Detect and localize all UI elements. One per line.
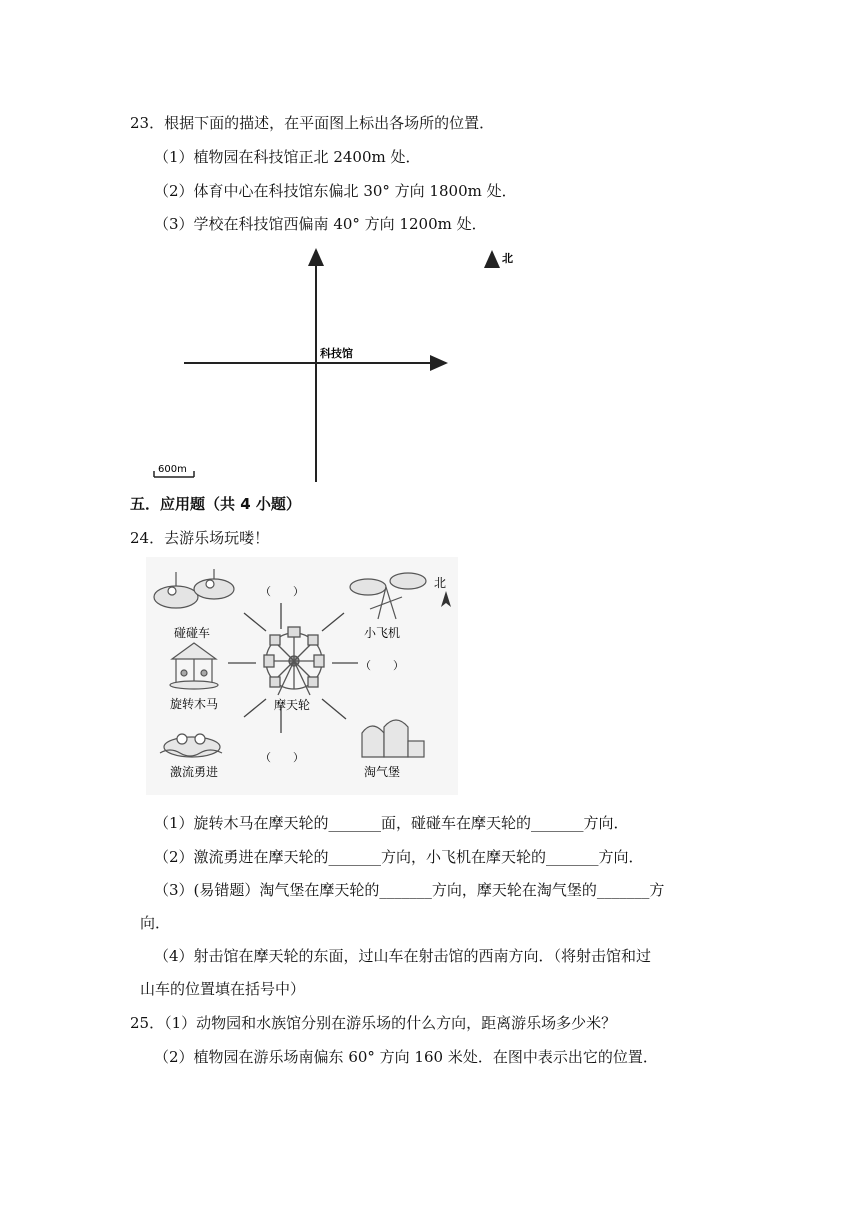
q24-item-3: （3）(易错题）淘气堡在摩天轮的_______方向，摩天轮在淘气堡的_______方 [154, 881, 665, 899]
q24-amusement-park-figure[interactable] [146, 557, 458, 795]
blank-north[interactable]: （ ） [260, 585, 304, 598]
attraction-bumper-cars: 碰碰车 [174, 626, 211, 640]
blank-south[interactable]: （ ） [260, 751, 304, 764]
ferris-wheel-icon [264, 627, 324, 695]
attraction-small-planes: 小飞机 [364, 626, 401, 640]
center-label: 摩天轮 [274, 698, 311, 712]
q23-item-1: （1）植物园在科技馆正北 2400m 处． [154, 148, 421, 166]
north-label: 北 [502, 252, 513, 265]
q25-item-2: （2）植物园在游乐场南偏东 60° 方向 160 米处．在图中表示出它的位置． [154, 1048, 658, 1066]
scale-label: 600m [158, 464, 187, 475]
q23-title: 23．根据下面的描述，在平面图上标出各场所的位置． [130, 114, 495, 132]
q24-item-3-cont: 向． [140, 914, 171, 932]
q24-item-4: （4）射击馆在摩天轮的东面，过山车在射击馆的西南方向．（将射击馆和过 [154, 947, 652, 965]
center-label: 科技馆 [320, 347, 353, 360]
q25-item-1: 25．（1）动物园和水族馆分别在游乐场的什么方向，距离游乐场多少米？ [130, 1014, 617, 1032]
q23-item-2: （2）体育中心在科技馆东偏北 30° 方向 1800m 处． [154, 182, 517, 200]
q23-item-3: （3）学校在科技馆西偏南 40° 方向 1200m 处． [154, 215, 487, 233]
q24-item-1: （1）旋转木马在摩天轮的_______面，碰碰车在摩天轮的_______方向． [154, 814, 629, 832]
q24-title: 24．去游乐场玩喽！ [130, 529, 270, 547]
blank-east[interactable]: （ ） [360, 659, 404, 672]
section-heading: 五．应用题（共 4 小题） [130, 495, 301, 513]
attraction-naughty-castle: 淘气堡 [364, 765, 401, 779]
q24-item-2: （2）激流勇进在摩天轮的_______方向，小飞机在摩天轮的_______方向． [154, 848, 644, 866]
north-label: 北 [434, 576, 447, 590]
q23-coordinate-figure[interactable] [140, 240, 540, 485]
q24-item-4-cont: 山车的位置填在括号中） [140, 980, 306, 998]
attraction-carousel: 旋转木马 [170, 697, 219, 711]
attraction-rapids: 激流勇进 [170, 765, 219, 779]
